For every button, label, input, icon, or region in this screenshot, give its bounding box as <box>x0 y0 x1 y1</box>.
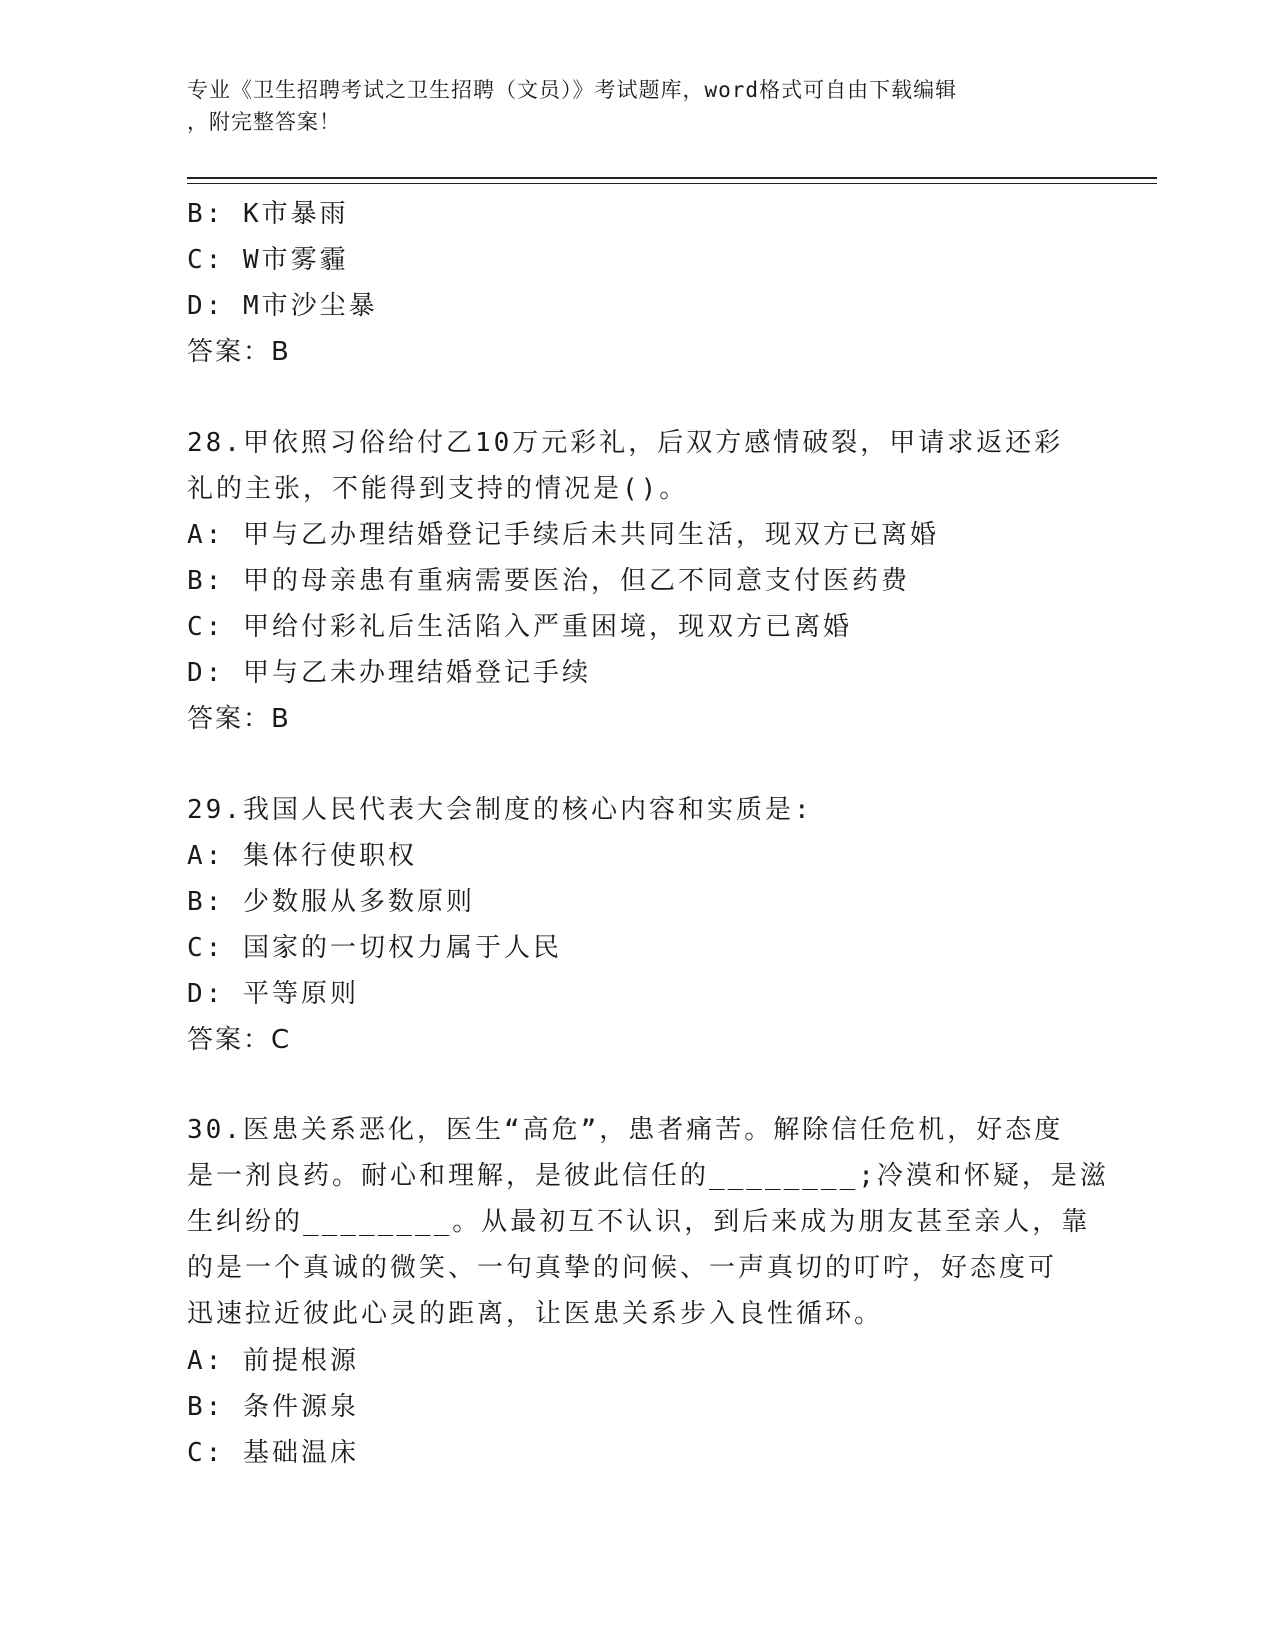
option-c: C: 甲给付彩礼后生活陷入严重困境，现双方已离婚 <box>187 612 852 642</box>
option-b: B: K市暴雨 <box>187 199 349 229</box>
question-30 <box>187 1108 1109 1476</box>
question-stem: 28.甲依照习俗给付乙10万元彩礼，后双方感情破裂，甲请求返还彩 <box>187 428 1064 458</box>
header-line-2: ，附完整答案！ <box>187 110 341 134</box>
option-d: D: 甲与乙未办理结婚登记手续 <box>187 658 591 688</box>
spacer <box>187 375 1087 420</box>
question-stem: 是一剂良药。耐心和理解，是彼此信任的________;冷漠和怀疑，是滋 <box>187 1161 1109 1191</box>
question-29 <box>187 787 1087 1063</box>
answer-text: 答案：C <box>187 1025 292 1055</box>
option-c: C: W市雾霾 <box>187 245 349 275</box>
option-d: D: M市沙尘暴 <box>187 291 378 321</box>
option-c: C: 基础温床 <box>187 1438 359 1468</box>
option-c: C: 国家的一切权力属于人民 <box>187 933 562 963</box>
question-28 <box>187 420 1087 742</box>
question-27 <box>187 191 1087 375</box>
question-stem: 生纠纷的________。从最初互不认识，到后来成为朋友甚至亲人，靠 <box>187 1207 1091 1237</box>
question-stem: 迅速拉近彼此心灵的距离，让医患关系步入良性循环。 <box>187 1299 884 1329</box>
option-b: B: 条件源泉 <box>187 1392 359 1422</box>
answer-text: 答案：B <box>187 704 291 734</box>
spacer <box>187 742 1087 787</box>
question-list <box>187 191 1109 1476</box>
answer-text: 答案：B <box>187 337 291 367</box>
document-header <box>187 74 1067 138</box>
header-divider-thin <box>187 183 1157 184</box>
header-line-1: 专业《卫生招聘考试之卫生招聘（文员）》考试题库，word格式可自由下载编辑 <box>187 78 958 102</box>
option-a: A: 甲与乙办理结婚登记手续后未共同生活，现双方已离婚 <box>187 520 939 550</box>
option-a: A: 集体行使职权 <box>187 841 417 871</box>
question-stem: 的是一个真诚的微笑、一句真挚的问候、一声真切的叮咛，好态度可 <box>187 1253 1058 1283</box>
option-d: D: 平等原则 <box>187 979 359 1009</box>
question-stem: 29.我国人民代表大会制度的核心内容和实质是: <box>187 795 813 825</box>
spacer <box>187 1063 1087 1108</box>
question-stem: 30.医患关系恶化，医生“高危”，患者痛苦。解除信任危机，好态度 <box>187 1115 1064 1145</box>
header-divider-thick <box>187 177 1157 179</box>
option-b: B: 少数服从多数原则 <box>187 887 475 917</box>
option-a: A: 前提根源 <box>187 1346 359 1376</box>
question-stem: 礼的主张，不能得到支持的情况是()。 <box>187 474 689 504</box>
option-b: B: 甲的母亲患有重病需要医治，但乙不同意支付医药费 <box>187 566 910 596</box>
